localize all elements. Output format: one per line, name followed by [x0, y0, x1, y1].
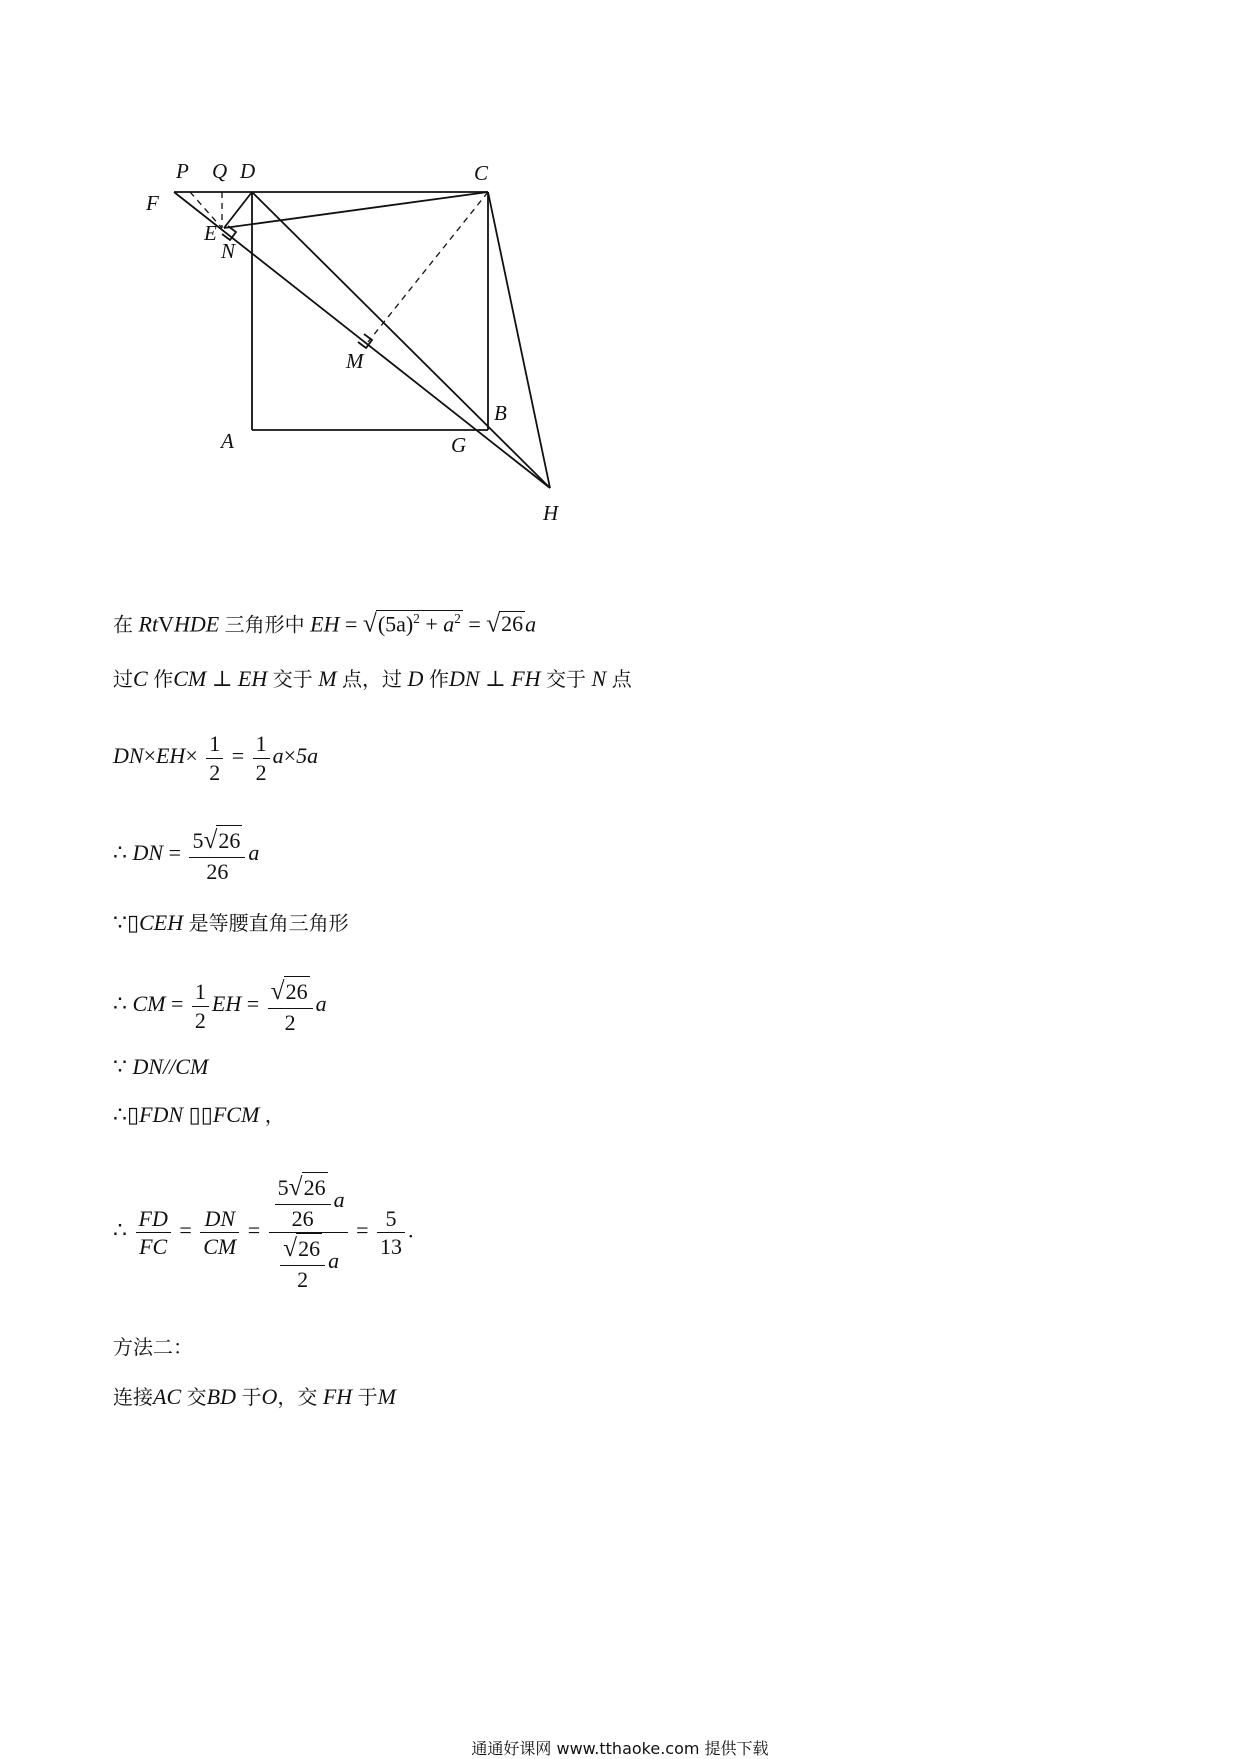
equals: = — [171, 991, 184, 1017]
compound-fraction — [269, 1172, 348, 1293]
math: a — [315, 991, 327, 1017]
text: 方法二： — [113, 1335, 193, 1359]
line-parallel — [113, 1056, 208, 1078]
text: 在 — [113, 612, 133, 637]
fraction — [280, 1233, 325, 1293]
numerator — [280, 1233, 325, 1266]
line-connect-ac — [113, 1386, 396, 1408]
equals: = — [356, 1217, 369, 1243]
math: CEH — [139, 910, 184, 935]
triangle-symbol: V — [158, 611, 174, 637]
numerator — [268, 976, 313, 1009]
label-A: A — [221, 429, 234, 453]
math: EH — [155, 743, 186, 769]
text: 作 — [153, 667, 174, 691]
math: N — [591, 666, 607, 691]
fraction — [377, 1205, 405, 1261]
text: 交于 — [272, 667, 313, 691]
numerator: 1 — [192, 978, 209, 1007]
dashed-CM — [368, 192, 488, 342]
math: a — [333, 1187, 345, 1213]
numerator — [189, 825, 245, 858]
label-M: M — [346, 349, 364, 373]
radicand — [376, 610, 463, 635]
equals: = — [168, 840, 181, 866]
therefore-symbol: ∴ — [113, 1217, 127, 1243]
period: . — [407, 1217, 414, 1243]
fraction — [275, 1172, 331, 1232]
label-N: N — [221, 239, 236, 263]
denominator: 26 — [291, 1205, 314, 1231]
math: EH — [310, 611, 340, 637]
math: M — [377, 1384, 396, 1409]
because-symbol: ∵ — [113, 1054, 127, 1079]
denominator: CM — [203, 1234, 237, 1260]
math: CM — [173, 666, 207, 691]
radical-sign: √ — [203, 826, 218, 854]
math: a — [443, 611, 455, 637]
text: 点，过 — [342, 667, 403, 691]
math: FCM — [212, 1102, 260, 1127]
radicand: 26 — [216, 825, 242, 855]
radicand: 26 — [302, 1172, 328, 1202]
numerator: DN — [200, 1205, 239, 1234]
numerator — [275, 1172, 331, 1205]
line-dn-value — [113, 825, 259, 885]
label-C: C — [474, 161, 489, 185]
text: 是等腰直角三角形 — [188, 911, 349, 935]
math: a — [328, 1248, 340, 1274]
denominator: 2 — [255, 759, 267, 785]
math: DN — [132, 840, 164, 866]
plus: + — [425, 611, 438, 637]
geometry-figure — [140, 150, 600, 540]
perp-symbol: ⊥ — [485, 666, 506, 691]
line-cm-value — [113, 976, 327, 1036]
math: D — [407, 666, 424, 691]
fraction — [200, 1205, 239, 1261]
math: (5a) — [377, 611, 414, 637]
denominator: 2 — [297, 1266, 309, 1292]
therefore-symbol: ∴ — [113, 1102, 127, 1127]
label-E: E — [204, 221, 217, 245]
text: 过 — [113, 667, 133, 691]
text: 交 — [186, 1385, 207, 1409]
exponent: 2 — [454, 611, 461, 626]
missing-glyph: ▯▯ — [188, 1102, 213, 1127]
label-D: D — [240, 159, 256, 183]
fraction — [192, 978, 209, 1034]
line-ratio-result — [113, 1172, 413, 1293]
math: FH — [322, 1384, 353, 1409]
segment-EC — [224, 192, 488, 228]
radical-sign: √ — [288, 1173, 303, 1201]
line-right-triangle-eh — [113, 610, 536, 637]
text: 交于 — [546, 667, 587, 691]
times: × — [143, 743, 156, 769]
math: EH — [237, 666, 268, 691]
text: ， — [264, 1103, 285, 1127]
math: O — [261, 1384, 278, 1409]
line-perpendiculars — [113, 668, 632, 690]
denominator: 13 — [379, 1234, 402, 1260]
math: C — [133, 666, 148, 691]
equals: = — [231, 743, 245, 769]
segment-DE — [224, 192, 252, 228]
radical-sign: √ — [270, 977, 285, 1005]
math: 5 — [277, 1175, 289, 1200]
numerator: 5 — [377, 1205, 405, 1234]
radical-sign: √ — [283, 1234, 298, 1263]
math: HDE — [173, 611, 220, 637]
therefore-symbol: ∴ — [113, 840, 127, 866]
math: a — [525, 611, 537, 637]
math: BD — [206, 1384, 236, 1409]
fraction — [136, 1205, 171, 1261]
text: 点 — [611, 667, 632, 691]
fraction — [206, 730, 223, 786]
equals: = — [246, 991, 260, 1017]
equals: = — [468, 611, 481, 637]
times: × — [283, 743, 297, 769]
because-symbol: ∵ — [113, 910, 127, 935]
segment-CH — [488, 192, 550, 488]
numerator: 1 — [206, 730, 223, 759]
times: × — [185, 743, 198, 769]
denominator: 2 — [284, 1009, 296, 1035]
math: DN — [113, 743, 144, 769]
math: a — [248, 840, 260, 866]
exponent: 2 — [413, 611, 420, 626]
label-Q: Q — [212, 159, 228, 183]
math: a — [272, 743, 284, 769]
math: 5 — [192, 828, 204, 853]
label-B: B — [494, 401, 507, 425]
math: Rt — [138, 611, 159, 637]
line-method-two — [113, 1336, 193, 1358]
denominator: FC — [139, 1234, 168, 1260]
numerator: FD — [136, 1205, 171, 1234]
missing-glyph: ▯ — [127, 1102, 140, 1127]
math: DN//CM — [132, 1054, 209, 1079]
text: 于 — [357, 1385, 378, 1409]
label-P: P — [176, 159, 189, 183]
math: EH — [211, 991, 242, 1017]
math: FDN — [139, 1102, 184, 1127]
label-F: F — [146, 191, 159, 215]
missing-glyph: ▯ — [127, 910, 140, 935]
denominator: 2 — [194, 1007, 206, 1033]
text: 于 — [241, 1385, 262, 1409]
equals: = — [247, 1217, 261, 1243]
footer-download-note: 通通好课网 www.tthaoke.com 提供下载 — [471, 1739, 769, 1758]
perp-symbol: ⊥ — [211, 666, 233, 691]
line-isosceles — [113, 912, 349, 934]
radical-sign: √ — [486, 609, 501, 638]
math: 5a — [296, 743, 319, 769]
denominator — [269, 1233, 348, 1293]
math: DN — [448, 666, 480, 691]
denominator: 2 — [209, 759, 221, 785]
label-G: G — [451, 433, 467, 457]
radicand: 26 — [501, 611, 524, 637]
segment-DH — [252, 192, 550, 488]
fraction — [268, 976, 313, 1036]
math: FH — [511, 666, 541, 691]
math: AC — [153, 1384, 182, 1409]
text: 三角形中 — [224, 612, 305, 637]
label-H: H — [543, 501, 559, 525]
numerator — [269, 1172, 348, 1233]
line-area-equation — [113, 730, 318, 786]
fraction — [189, 825, 245, 885]
math: M — [318, 666, 337, 691]
text: 连接 — [113, 1385, 153, 1409]
equals: = — [345, 611, 358, 637]
denominator: 26 — [206, 858, 229, 884]
therefore-symbol: ∴ — [113, 991, 127, 1017]
equals: = — [179, 1217, 192, 1243]
numerator: 1 — [253, 730, 270, 759]
math: CM — [132, 991, 166, 1017]
text: 作 — [428, 667, 449, 691]
radicand: 26 — [296, 1233, 322, 1263]
text: ，交 — [277, 1385, 318, 1409]
radicand: 26 — [284, 976, 310, 1006]
radical-sign: √ — [362, 609, 377, 638]
fraction — [253, 730, 270, 786]
line-similar — [113, 1104, 285, 1126]
